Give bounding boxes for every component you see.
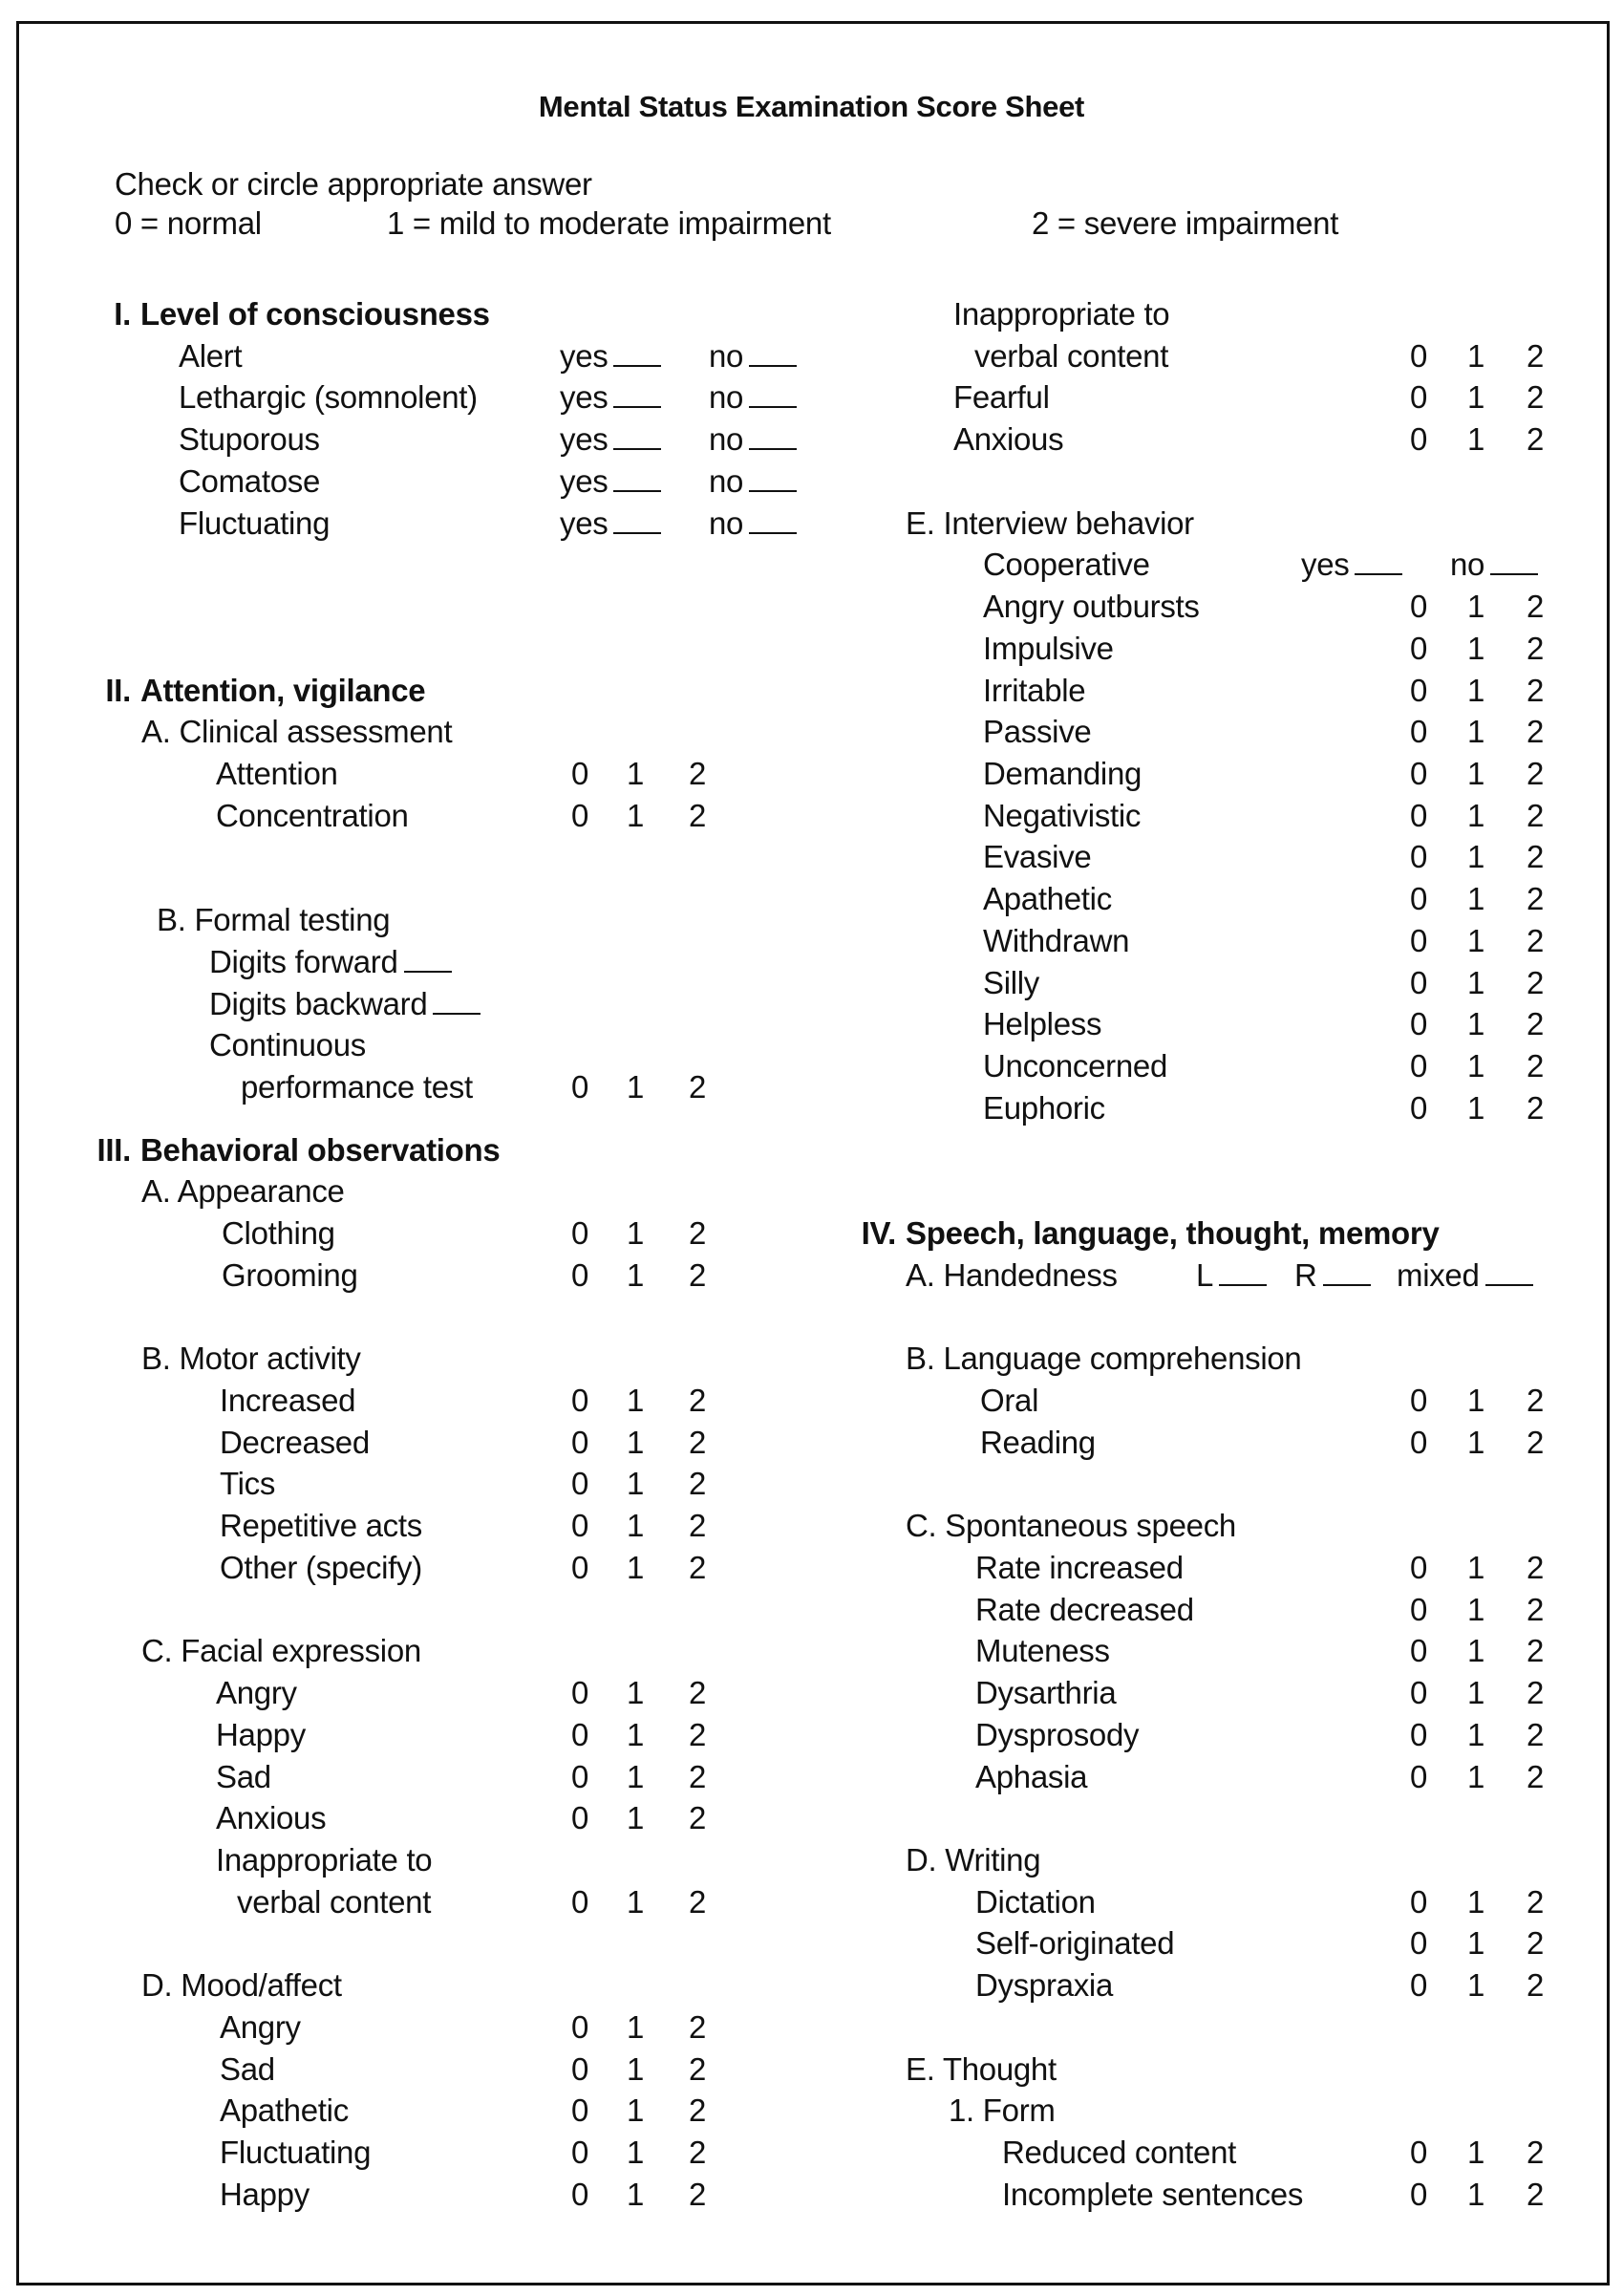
facial-0-score-0[interactable]: 0 [570, 1675, 589, 1711]
writing-item: Dyspraxia [975, 1967, 1114, 2004]
writing-item: Self-originated [975, 1925, 1175, 1962]
facial-inappropriate-score-1[interactable]: 1 [626, 1883, 645, 1920]
interview-5-score-1[interactable]: 1 [1466, 797, 1485, 833]
facial-3-score-0[interactable]: 0 [570, 1800, 589, 1836]
motor-2-score-1[interactable]: 1 [626, 1466, 645, 1502]
comprehension-0-score-1[interactable]: 1 [1466, 1382, 1485, 1418]
attention-item: Concentration [216, 797, 409, 833]
digits-backward[interactable] [209, 985, 480, 1023]
appearance-1-score-1[interactable]: 1 [626, 1256, 645, 1293]
attention-0-score-0[interactable]: 0 [570, 756, 589, 792]
motor-1-score-0[interactable]: 0 [570, 1424, 589, 1460]
mood-item: Happy [220, 2176, 310, 2212]
speech-item: Dysprosody [975, 1716, 1140, 1752]
section-iii-numeral: III. [96, 1131, 131, 1168]
interview-5-score-2[interactable]: 2 [1526, 797, 1545, 833]
interview-3-score-1[interactable]: 1 [1466, 714, 1485, 750]
thought-0-score-2[interactable]: 2 [1526, 2135, 1545, 2171]
facial-inappropriate-score-0[interactable]: 0 [570, 1883, 589, 1920]
cpt-score-0[interactable]: 0 [570, 1069, 589, 1105]
speech-0-score-0[interactable]: 0 [1409, 1549, 1428, 1585]
interview-item: Euphoric [983, 1089, 1105, 1126]
interview-6-score-1[interactable]: 1 [1466, 839, 1485, 875]
handedness-left-label: L [1196, 1256, 1214, 1293]
interview-item: Apathetic [983, 881, 1112, 917]
mood-item: Fearful [953, 379, 1050, 416]
interview-11-score-2[interactable]: 2 [1526, 1048, 1545, 1084]
mood-2-score-1[interactable]: 1 [626, 2092, 645, 2129]
writing-2-score-1[interactable]: 1 [1466, 1967, 1485, 2004]
instructions: Check or circle appropriate answer [115, 166, 592, 202]
motor-0-score-2[interactable]: 2 [688, 1382, 707, 1418]
mood-1-score-0[interactable]: 0 [570, 2050, 589, 2087]
interview-item: Demanding [983, 756, 1143, 792]
appearance-0-score-2[interactable]: 2 [688, 1215, 707, 1252]
interview-10-score-2[interactable]: 2 [1526, 1006, 1545, 1042]
speech-item: Rate increased [975, 1549, 1184, 1585]
mood-more-0-score-2[interactable]: 2 [1526, 379, 1545, 416]
speech-item: Dysarthria [975, 1675, 1117, 1711]
mood-4-score-0[interactable]: 0 [570, 2176, 589, 2212]
comprehension-1-score-1[interactable]: 1 [1466, 1424, 1485, 1460]
interview-5-score-0[interactable]: 0 [1409, 797, 1428, 833]
interview-8-score-0[interactable]: 0 [1409, 922, 1428, 958]
consciousness-item: Stuporous [179, 421, 320, 458]
handedness-right[interactable] [1294, 1256, 1371, 1295]
thought-form-label: 1. Form [949, 2092, 1056, 2129]
facial-0-score-2[interactable]: 2 [688, 1675, 707, 1711]
cpt-score-2[interactable]: 2 [688, 1069, 707, 1105]
thought-form-item: Incomplete sentences [1002, 2176, 1304, 2212]
interview-item: Negativistic [983, 797, 1142, 833]
interview-11-score-0[interactable]: 0 [1409, 1048, 1428, 1084]
speech-4-score-1[interactable]: 1 [1466, 1716, 1485, 1752]
facial-inappropriate-2: verbal content [237, 1883, 432, 1920]
appearance-label: A. Appearance [141, 1173, 345, 1210]
motor-item: Tics [220, 1466, 276, 1502]
handedness-mixed-label: mixed [1397, 1256, 1480, 1293]
consciousness-4-no[interactable] [709, 504, 797, 543]
interview-7-score-2[interactable]: 2 [1526, 881, 1545, 917]
appearance-0-score-1[interactable]: 1 [626, 1215, 645, 1252]
speech-5-score-2[interactable]: 2 [1526, 1758, 1545, 1794]
thought-form-item: Reduced content [1002, 2135, 1237, 2171]
speech-2-score-0[interactable]: 0 [1409, 1633, 1428, 1669]
interview-4-score-0[interactable]: 0 [1409, 756, 1428, 792]
facial-1-score-1[interactable]: 1 [626, 1716, 645, 1752]
interview-4-score-1[interactable]: 1 [1466, 756, 1485, 792]
interview-2-score-1[interactable]: 1 [1466, 672, 1485, 708]
appearance-1-score-0[interactable]: 0 [570, 1256, 589, 1293]
digits-forward[interactable] [209, 943, 452, 981]
facial-1-score-2[interactable]: 2 [688, 1716, 707, 1752]
interview-item: Evasive [983, 839, 1092, 875]
writing-0-score-1[interactable]: 1 [1466, 1883, 1485, 1920]
writing-2-score-0[interactable]: 0 [1409, 1967, 1428, 2004]
speech-2-score-1[interactable]: 1 [1466, 1633, 1485, 1669]
legend-normal: 0 = normal [115, 205, 262, 241]
interview-8-score-2[interactable]: 2 [1526, 922, 1545, 958]
no-label: no [709, 337, 744, 374]
section-iv-numeral: IV. [861, 1215, 896, 1252]
interview-0-score-2[interactable]: 2 [1526, 589, 1545, 625]
motor-activity-label: B. Motor activity [141, 1341, 361, 1377]
no-label: no [709, 462, 744, 499]
interview-3-score-0[interactable]: 0 [1409, 714, 1428, 750]
spontaneous-speech-label: C. Spontaneous speech [906, 1508, 1236, 1544]
no-blank[interactable] [1490, 552, 1538, 575]
writing-0-score-2[interactable]: 2 [1526, 1883, 1545, 1920]
consciousness-item: Comatose [179, 462, 321, 499]
cooperative-no[interactable] [1450, 546, 1538, 584]
thought-0-score-1[interactable]: 1 [1466, 2135, 1485, 2171]
motor-item: Decreased [220, 1424, 370, 1460]
consciousness-4-yes[interactable] [560, 504, 661, 543]
yes-blank[interactable] [613, 511, 661, 534]
handedness-right-blank[interactable] [1323, 1263, 1371, 1286]
facial-3-score-2[interactable]: 2 [688, 1800, 707, 1836]
motor-3-score-0[interactable]: 0 [570, 1508, 589, 1544]
facial-0-score-1[interactable]: 1 [626, 1675, 645, 1711]
mood-item: Angry [220, 2008, 301, 2045]
yes-blank[interactable] [1355, 552, 1402, 575]
facial-inappropriate-1: Inappropriate to [216, 1842, 433, 1878]
facial-inappropriate-score-2[interactable]: 2 [688, 1883, 707, 1920]
interview-7-score-1[interactable]: 1 [1466, 881, 1485, 917]
thought-1-score-1[interactable]: 1 [1466, 2176, 1485, 2212]
speech-5-score-0[interactable]: 0 [1409, 1758, 1428, 1794]
yes-label: yes [560, 379, 609, 416]
mood-0-score-1[interactable]: 1 [626, 2008, 645, 2045]
cooperative-yes[interactable] [1301, 546, 1402, 584]
handedness-mixed[interactable] [1397, 1256, 1533, 1295]
appearance-0-score-0[interactable]: 0 [570, 1215, 589, 1252]
facial-2-score-2[interactable]: 2 [688, 1758, 707, 1794]
motor-item: Other (specify) [220, 1549, 422, 1585]
interview-item: Silly [983, 964, 1040, 1000]
mood-0-score-0[interactable]: 0 [570, 2008, 589, 2045]
handedness-right-label: R [1294, 1256, 1317, 1293]
interview-11-score-1[interactable]: 1 [1466, 1048, 1485, 1084]
speech-0-score-1[interactable]: 1 [1466, 1549, 1485, 1585]
no-blank[interactable] [749, 427, 797, 450]
digits-forward-blank[interactable] [404, 950, 452, 973]
consciousness-1-yes[interactable] [560, 378, 661, 417]
writing-item: Dictation [975, 1883, 1096, 1920]
yes-blank[interactable] [613, 385, 661, 408]
mood-inappropriate-2: verbal content [974, 337, 1169, 374]
page-title: Mental Status Examination Score Sheet [538, 90, 1085, 123]
attention-0-score-2[interactable]: 2 [688, 756, 707, 792]
attention-1-score-0[interactable]: 0 [570, 797, 589, 833]
comprehension-1-score-0[interactable]: 0 [1409, 1424, 1428, 1460]
consciousness-1-no[interactable] [709, 378, 797, 417]
appearance-item: Clothing [222, 1215, 335, 1252]
speech-3-score-0[interactable]: 0 [1409, 1675, 1428, 1711]
consciousness-0-no[interactable] [709, 337, 797, 376]
consciousness-2-yes[interactable] [560, 420, 661, 459]
mood-3-score-2[interactable]: 2 [688, 2135, 707, 2171]
speech-4-score-2[interactable]: 2 [1526, 1716, 1545, 1752]
motor-3-score-2[interactable]: 2 [688, 1508, 707, 1544]
handedness-mixed-blank[interactable] [1485, 1263, 1533, 1286]
consciousness-3-no[interactable] [709, 462, 797, 501]
mood-inappropriate-score-1[interactable]: 1 [1466, 337, 1485, 374]
facial-3-score-1[interactable]: 1 [626, 1800, 645, 1836]
cpt-label-2: performance test [241, 1069, 473, 1105]
interview-0-score-0[interactable]: 0 [1409, 589, 1428, 625]
yes-label: yes [560, 462, 609, 499]
cpt-score-1[interactable]: 1 [626, 1069, 645, 1105]
facial-2-score-0[interactable]: 0 [570, 1758, 589, 1794]
yes-blank[interactable] [613, 344, 661, 367]
comprehension-0-score-0[interactable]: 0 [1409, 1382, 1428, 1418]
mood-3-score-1[interactable]: 1 [626, 2135, 645, 2171]
consciousness-3-yes[interactable] [560, 462, 661, 501]
mood-4-score-1[interactable]: 1 [626, 2176, 645, 2212]
consciousness-item: Lethargic (somnolent) [179, 379, 478, 416]
interview-1-score-0[interactable]: 0 [1409, 630, 1428, 666]
interview-12-score-2[interactable]: 2 [1526, 1089, 1545, 1126]
consciousness-2-no[interactable] [709, 420, 797, 459]
motor-2-score-2[interactable]: 2 [688, 1466, 707, 1502]
no-blank[interactable] [749, 385, 797, 408]
interview-12-score-1[interactable]: 1 [1466, 1089, 1485, 1126]
no-label: no [709, 421, 744, 458]
mood-item: Sad [220, 2050, 275, 2087]
interview-10-score-0[interactable]: 0 [1409, 1006, 1428, 1042]
handedness-left-blank[interactable] [1219, 1263, 1267, 1286]
yes-label: yes [560, 337, 609, 374]
handedness-left[interactable] [1196, 1256, 1267, 1295]
interview-1-score-2[interactable]: 2 [1526, 630, 1545, 666]
interview-9-score-2[interactable]: 2 [1526, 964, 1545, 1000]
mood-item: Anxious [953, 421, 1064, 458]
digits-backward-blank[interactable] [433, 992, 480, 1015]
motor-3-score-1[interactable]: 1 [626, 1508, 645, 1544]
motor-0-score-1[interactable]: 1 [626, 1382, 645, 1418]
facial-expression-label: C. Facial expression [141, 1633, 421, 1669]
motor-0-score-0[interactable]: 0 [570, 1382, 589, 1418]
mood-3-score-0[interactable]: 0 [570, 2135, 589, 2171]
facial-item: Happy [216, 1716, 306, 1752]
consciousness-item: Alert [179, 337, 243, 374]
mood-more-0-score-0[interactable]: 0 [1409, 379, 1428, 416]
writing-0-score-0[interactable]: 0 [1409, 1883, 1428, 1920]
yes-label: yes [560, 504, 609, 541]
handedness-label: A. Handedness [906, 1256, 1118, 1293]
no-blank[interactable] [749, 511, 797, 534]
interview-item: Angry outbursts [983, 589, 1200, 625]
appearance-item: Grooming [222, 1256, 358, 1293]
comprehension-1-score-2[interactable]: 2 [1526, 1424, 1545, 1460]
motor-4-score-1[interactable]: 1 [626, 1549, 645, 1585]
interview-6-score-2[interactable]: 2 [1526, 839, 1545, 875]
speech-item: Muteness [975, 1633, 1110, 1669]
interview-item: Unconcerned [983, 1048, 1167, 1084]
speech-4-score-0[interactable]: 0 [1409, 1716, 1428, 1752]
interview-2-score-2[interactable]: 2 [1526, 672, 1545, 708]
speech-1-score-2[interactable]: 2 [1526, 1591, 1545, 1627]
motor-1-score-1[interactable]: 1 [626, 1424, 645, 1460]
speech-1-score-0[interactable]: 0 [1409, 1591, 1428, 1627]
clinical-assessment-label: A. Clinical assessment [141, 714, 453, 750]
mood-more-0-score-1[interactable]: 1 [1466, 379, 1485, 416]
motor-4-score-2[interactable]: 2 [688, 1549, 707, 1585]
mood-inappropriate-score-0[interactable]: 0 [1409, 337, 1428, 374]
mood-4-score-2[interactable]: 2 [688, 2176, 707, 2212]
section-ii-heading: Attention, vigilance [140, 672, 426, 708]
thought-1-score-2[interactable]: 2 [1526, 2176, 1545, 2212]
motor-1-score-2[interactable]: 2 [688, 1424, 707, 1460]
no-label: no [1450, 547, 1485, 583]
speech-0-score-2[interactable]: 2 [1526, 1549, 1545, 1585]
thought-1-score-0[interactable]: 0 [1409, 2176, 1428, 2212]
interview-item: Withdrawn [983, 922, 1130, 958]
language-comprehension-label: B. Language comprehension [906, 1341, 1302, 1377]
interview-6-score-0[interactable]: 0 [1409, 839, 1428, 875]
mood-item: Fluctuating [220, 2135, 372, 2171]
consciousness-item: Fluctuating [179, 504, 331, 541]
motor-item: Increased [220, 1382, 356, 1418]
cpt-label-1: Continuous [209, 1027, 366, 1063]
interview-9-score-1[interactable]: 1 [1466, 964, 1485, 1000]
mood-more-1-score-2[interactable]: 2 [1526, 421, 1545, 458]
section-i-heading: Level of consciousness [140, 296, 490, 332]
legend-severe: 2 = severe impairment [1032, 205, 1339, 241]
comprehension-item: Oral [980, 1382, 1039, 1418]
attention-1-score-2[interactable]: 2 [688, 797, 707, 833]
interview-behavior-label: E. Interview behavior [906, 504, 1194, 541]
comprehension-0-score-2[interactable]: 2 [1526, 1382, 1545, 1418]
writing-1-score-0[interactable]: 0 [1409, 1925, 1428, 1962]
interview-item: Passive [983, 714, 1092, 750]
no-blank[interactable] [749, 469, 797, 492]
consciousness-0-yes[interactable] [560, 337, 661, 376]
speech-3-score-1[interactable]: 1 [1466, 1675, 1485, 1711]
digits-backward-label: Digits backward [209, 985, 428, 1021]
facial-item: Anxious [216, 1800, 327, 1836]
yes-blank[interactable] [613, 469, 661, 492]
cooperative-label: Cooperative [983, 547, 1150, 583]
writing-2-score-2[interactable]: 2 [1526, 1967, 1545, 2004]
facial-item: Sad [216, 1758, 271, 1794]
motor-2-score-0[interactable]: 0 [570, 1466, 589, 1502]
mood-1-score-2[interactable]: 2 [688, 2050, 707, 2087]
mood-inappropriate-score-2[interactable]: 2 [1526, 337, 1545, 374]
attention-1-score-1[interactable]: 1 [626, 797, 645, 833]
section-iii-heading: Behavioral observations [140, 1131, 501, 1168]
interview-0-score-1[interactable]: 1 [1466, 589, 1485, 625]
interview-8-score-1[interactable]: 1 [1466, 922, 1485, 958]
legend-mild: 1 = mild to moderate impairment [387, 205, 831, 241]
mood-0-score-2[interactable]: 2 [688, 2008, 707, 2045]
section-i-numeral: I. [114, 296, 131, 332]
mood-2-score-0[interactable]: 0 [570, 2092, 589, 2129]
interview-item: Impulsive [983, 630, 1114, 666]
comprehension-item: Reading [980, 1424, 1096, 1460]
interview-3-score-2[interactable]: 2 [1526, 714, 1545, 750]
facial-item: Angry [216, 1675, 297, 1711]
motor-4-score-0[interactable]: 0 [570, 1549, 589, 1585]
attention-item: Attention [216, 756, 338, 792]
appearance-1-score-2[interactable]: 2 [688, 1256, 707, 1293]
mood-2-score-2[interactable]: 2 [688, 2092, 707, 2129]
speech-3-score-2[interactable]: 2 [1526, 1675, 1545, 1711]
mood-1-score-1[interactable]: 1 [626, 2050, 645, 2087]
thought-0-score-0[interactable]: 0 [1409, 2135, 1428, 2171]
interview-item: Irritable [983, 672, 1086, 708]
facial-1-score-0[interactable]: 0 [570, 1716, 589, 1752]
mood-inappropriate-1: Inappropriate to [953, 296, 1170, 332]
section-ii-numeral: II. [105, 672, 131, 708]
motor-item: Repetitive acts [220, 1508, 422, 1544]
mood-affect-label: D. Mood/affect [141, 1967, 342, 2004]
interview-9-score-0[interactable]: 0 [1409, 964, 1428, 1000]
interview-7-score-0[interactable]: 0 [1409, 881, 1428, 917]
speech-5-score-1[interactable]: 1 [1466, 1758, 1485, 1794]
thought-label: E. Thought [906, 2050, 1057, 2087]
mood-more-1-score-1[interactable]: 1 [1466, 421, 1485, 458]
section-iv-heading: Speech, language, thought, memory [906, 1215, 1440, 1252]
no-blank[interactable] [749, 344, 797, 367]
speech-item: Aphasia [975, 1758, 1088, 1794]
interview-1-score-1[interactable]: 1 [1466, 630, 1485, 666]
speech-1-score-1[interactable]: 1 [1466, 1591, 1485, 1627]
speech-item: Rate decreased [975, 1591, 1194, 1627]
writing-1-score-2[interactable]: 2 [1526, 1925, 1545, 1962]
digits-forward-label: Digits forward [209, 943, 398, 979]
no-label: no [709, 504, 744, 541]
facial-2-score-1[interactable]: 1 [626, 1758, 645, 1794]
mood-item: Apathetic [220, 2092, 349, 2129]
no-label: no [709, 379, 744, 416]
speech-2-score-2[interactable]: 2 [1526, 1633, 1545, 1669]
interview-2-score-0[interactable]: 0 [1409, 672, 1428, 708]
interview-4-score-2[interactable]: 2 [1526, 756, 1545, 792]
yes-label: yes [1301, 547, 1350, 583]
interview-12-score-0[interactable]: 0 [1409, 1089, 1428, 1126]
interview-item: Helpless [983, 1006, 1102, 1042]
mood-more-1-score-0[interactable]: 0 [1409, 421, 1428, 458]
attention-0-score-1[interactable]: 1 [626, 756, 645, 792]
interview-10-score-1[interactable]: 1 [1466, 1006, 1485, 1042]
writing-1-score-1[interactable]: 1 [1466, 1925, 1485, 1962]
formal-testing-label: B. Formal testing [157, 902, 391, 938]
yes-label: yes [560, 421, 609, 458]
yes-blank[interactable] [613, 427, 661, 450]
writing-label: D. Writing [906, 1842, 1041, 1878]
